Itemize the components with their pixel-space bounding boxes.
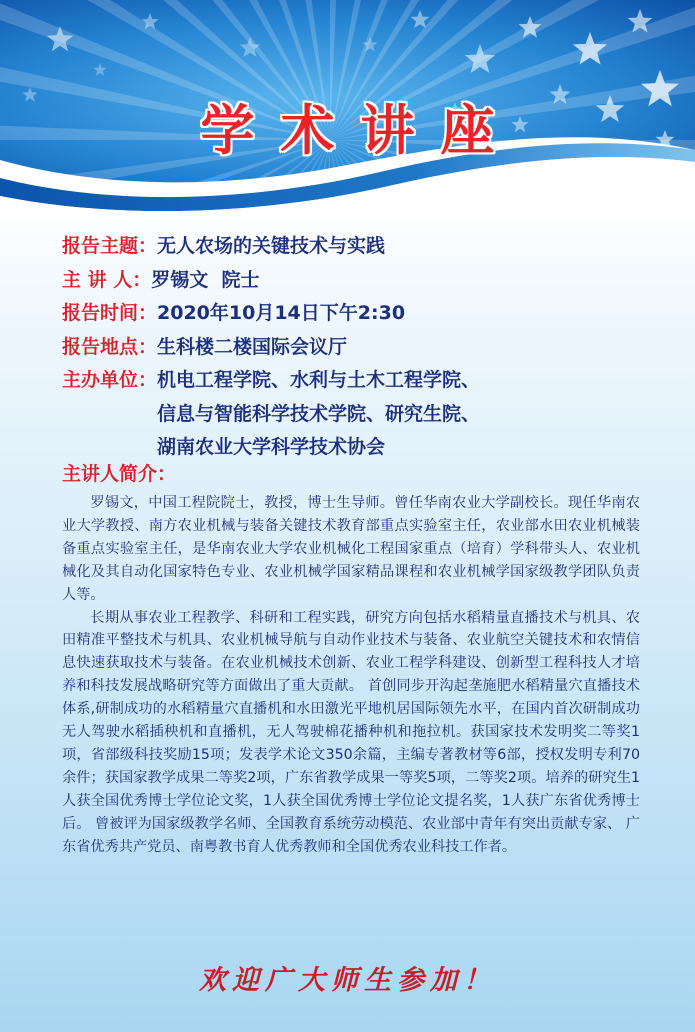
location-row <box>62 331 652 365</box>
time-value: 2020年10月14日下午2:30 <box>157 302 406 324</box>
host-line: 信息与智能科学技术学院、研究生院、 <box>157 402 481 425</box>
host-line: 机电工程学院、水利与土木工程学院、 <box>157 369 481 391</box>
time-label: 报告时间： <box>62 302 158 324</box>
time-row <box>62 297 652 331</box>
speaker-label: 主 讲 人： <box>62 268 152 291</box>
topic-value: 无人农场的关键技术与实践 <box>157 235 386 257</box>
speaker-value: 罗锡文 院士 <box>151 268 260 291</box>
topic-row <box>62 230 652 264</box>
location-label: 报告地点： <box>62 335 158 358</box>
host-list <box>157 364 480 465</box>
bio-paragraph: 长期从事农业工程教学、科研和工程实践，研究方向包括水稻精量直播技术与机具、农田精准平整技术与机具、农业机械导航与自动作业技术与装备、农业航空关键技术和农情信息快速获取技术与装备。在农业机械技术创新、农业工程学科建设、创新型工程科技人才培养和科技发展战略研究等方面做出了重大贡献。 首创同步开沟起垄施肥水稻精量穴直播技术体系,研制成功的水稻精量穴直播机和水田激光平地机居国际领先水平，在国内首次研制成功无人驾驶水稻插秧机和直播机，无人驾驶棉花播种机和拖拉机。获国家技术发明奖二等奖1项，省部级科技奖励15项；发表学术论文350余篇，主编专著教材等6部，授权发明专利70余件；获国家教学成果二等奖2项，广东省教学成果一等奖5项，二等奖2项。培养的研究生1人获全国优秀博士学位论文奖，1人获全国优秀博士学位论文提名奖，1人获广东省优秀博士后。 曾被评为国家级教学名师、全国教育系统劳动模范、农业部中青年有突出贡献专家、 广东省优秀共产党员、南粤教书育人优秀教师和全国优秀农业科技工作者。 <box>62 609 640 855</box>
host-line: 湖南农业大学科学技术协会 <box>157 436 386 458</box>
host-label: 主办单位： <box>62 369 158 391</box>
welcome-slogan: 欢迎广大师生参加！ <box>199 965 496 996</box>
speaker-row <box>62 264 652 298</box>
poster-title: 学术讲座 <box>200 99 521 162</box>
location-value: 生科楼二楼国际会议厅 <box>157 335 348 358</box>
topic-label: 报告主题： <box>62 235 158 257</box>
bio-paragraph: 罗锡文，中国工程院院士，教授，博士生导师。曾任华南农业大学副校长。现任华南农业大学教授、南方农业机械与装备关键技术教育部重点实验室主任，农业部水田农业机械装备重点实验室主任，是华南农业大学农业机械化工程国家重点（培育）学科带头人、农业机械化及其自动化国家特色专业、农业机械学国家精品课程和农业机械学国家级教学团队负责人等。 <box>62 495 640 603</box>
lecture-info <box>62 230 652 465</box>
speaker-bio <box>62 492 640 859</box>
bio-heading: 主讲人简介： <box>62 463 177 485</box>
host-row <box>62 364 652 465</box>
